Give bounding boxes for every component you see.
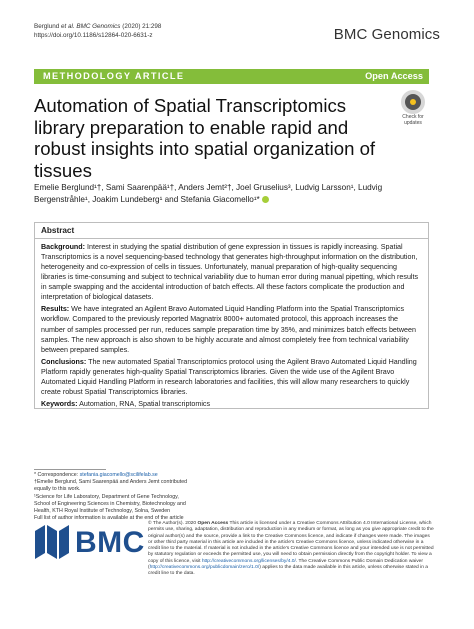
author-list bbox=[34, 182, 429, 206]
public-domain-link[interactable]: http://creativecommons.org/publicdomain/zero/1.0/ bbox=[149, 565, 260, 571]
citation-block bbox=[34, 23, 161, 40]
abstract-background: Background: Interest in studying the spatial distribution of gene expression in tissues is rapidly increasing. Spatial Transcriptomics is a novel sequencing-based technology that generates high-throughput information on the distribution, heterogeneity and co-expression of cells in tissues. Unfortunately, manual preparation of high-quality sequencing libraries is time-consuming and subject to technical variability due to human error during manual pipetting, which results in sample swapping and the accidental introduction of batch effects. All these factors complicate the production and interpretation of biological datasets. bbox=[41, 243, 419, 302]
check-for-updates-label: Check for updates bbox=[402, 114, 424, 126]
abstract-box bbox=[34, 222, 429, 409]
article-type: METHODOLOGY ARTICLE bbox=[43, 71, 185, 81]
footnotes bbox=[34, 472, 194, 522]
abstract-conclusions: Conclusions: The new automated Spatial Transcriptomics protocol using the Agilent Bravo Automated Liquid Handling Platform rapidly generates high-quality Spatial Transcriptomics libraries. Given the wide use of the Agilent Bravo Automated Liquid Handling Platform in research laboratories and facilities, this will allow many researchers to quickly create robust Spatial Transcriptomics libraries. bbox=[41, 357, 417, 396]
orcid-icon[interactable] bbox=[262, 196, 269, 203]
open-access-label: Open Access bbox=[365, 71, 423, 81]
abstract-body bbox=[41, 242, 423, 411]
abstract-results: Results: We have integrated an Agilent Bravo Automated Liquid Handling Platform into the Spatial Transcriptomics workflow. Compared to the previously reported Magnatrix 8000+ automated protocol, this approach increases the number of samples processed per run, reduces sample preparation time by 35%, and minimizes batch effects between samples. The new approach is also shown to be highly accurate and almost completely free from technical variability between prepared samples. bbox=[41, 305, 416, 354]
bmc-logo bbox=[34, 524, 144, 560]
bmc-logo-icon bbox=[34, 524, 72, 560]
correspondence: * Correspondence: stefania.giacomello@scilifelab.se bbox=[34, 472, 158, 478]
abstract-heading: Abstract bbox=[35, 223, 428, 239]
article-type-banner bbox=[34, 69, 429, 84]
citation-year: (2020) 21:298 bbox=[122, 23, 162, 30]
author-info-note: Full list of author information is available at the end of the article bbox=[34, 515, 184, 522]
journal-name: BMC Genomics bbox=[333, 26, 440, 43]
correspondence-email[interactable]: stefania.giacomello@scilifelab.se bbox=[79, 472, 158, 478]
doi-link[interactable]: https://doi.org/10.1186/s12864-020-6631-z bbox=[34, 31, 153, 39]
authors-text: Emelie Berglund¹†, Sami Saarenpää¹†, Anders Jemt²†, Joel Gruselius³, Ludvig Larsson¹, Ludvig Bergenstråhle¹, Joakim Lundeberg¹ and Stefania Giacomello¹* bbox=[34, 183, 383, 205]
equal-contribution-note: †Emelie Berglund, Sami Saarenpää and Anders Jemt contributed equally to this work. bbox=[34, 479, 188, 493]
affiliation-note: ¹Science for Life Laboratory, Department of Gene Technology, School of Engineering Sciences in Chemistry, Biotechnology and Health, KTH Royal Institute of Technology, Solna, Sweden bbox=[34, 493, 186, 515]
citation-line bbox=[34, 23, 161, 32]
bmc-logo-text: BMC bbox=[75, 526, 145, 559]
citation-journal: et al. BMC Genomics bbox=[60, 23, 121, 30]
article-title: Automation of Spatial Transcriptomics library preparation to enable rapid and robust insights into spatial organization of tissues bbox=[34, 95, 376, 181]
abstract-keywords: Keywords: Automation, RNA, Spatial transcriptomics bbox=[41, 399, 211, 408]
check-for-updates-icon bbox=[401, 90, 425, 114]
license-link[interactable]: http://creativecommons.org/licenses/by/4.0/ bbox=[201, 558, 296, 564]
license-statement: © The Author(s). 2020 Open Access This article is licensed under a Creative Commons Attribution 4.0 International License, which permits use, sharing, adaptation, distribution and reproduction in any medium or format, as long as you give appropriate credit to the original author(s) and the source, provide a link to the Creative Commons licence, and indicate if changes were made. The images or other third party material in this article are included in the article's Creative Commons licence, unless indicated otherwise in a credit line to the material. If material is not included in the article's Creative Commons licence and your intended use is not permitted by statutory regulation or exceeds the permitted use, you will need to obtain permission directly from the copyright holder. To view a copy of this licence, visit http://creativecommons.org/licenses/by/4.0/. The Creative Commons Public Domain Dedication waiver (http://creativecommons.org/publicdomain/zero/1.0/) applies to the data made available in this article, unless otherwise stated in a credit line to the data. bbox=[148, 521, 434, 577]
check-for-updates-badge[interactable] bbox=[396, 90, 430, 128]
citation-authors: Berglund bbox=[34, 23, 61, 30]
footnote-divider bbox=[34, 469, 106, 470]
